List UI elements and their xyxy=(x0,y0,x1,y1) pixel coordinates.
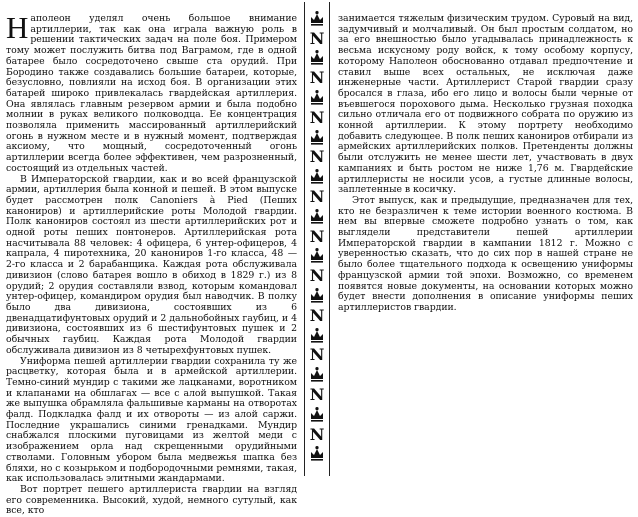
svg-text:N: N xyxy=(309,107,325,126)
crown-icon xyxy=(308,128,326,146)
paragraph: Вот портрет пешего артиллериста гвардии на взгляд его современника. Высокий, худой, немного сутулый, как все, кто xyxy=(6,483,297,517)
right-text-column xyxy=(338,14,633,314)
crown-icon xyxy=(308,207,326,225)
crown-icon xyxy=(304,325,330,345)
n-monogram-icon xyxy=(308,187,326,205)
crown-icon xyxy=(304,246,330,266)
n-monogram-icon xyxy=(304,265,330,285)
n-monogram-icon xyxy=(308,345,326,363)
n-monogram-icon xyxy=(308,108,326,126)
crown-icon xyxy=(304,48,330,68)
paragraph xyxy=(6,10,297,175)
svg-text:N: N xyxy=(309,226,325,245)
crown-icon xyxy=(308,405,326,423)
crown-icon xyxy=(304,127,330,147)
drop-cap: Н xyxy=(6,10,29,45)
crown-icon xyxy=(304,87,330,107)
n-monogram-icon xyxy=(308,68,326,86)
ornament-stack xyxy=(304,8,330,463)
crown-icon xyxy=(308,444,326,462)
n-monogram-icon xyxy=(304,226,330,246)
n-monogram-icon xyxy=(308,425,326,443)
crown-icon xyxy=(304,206,330,226)
crown-icon xyxy=(304,404,330,424)
paragraph: Униформа пешей артиллерии гвардии сохранила ту же расцветку, которая была и в армейской артиллерии. Темно-синий мундир с такими же лацканами, воротником и клапанами на обшлагах — все с алой выпушкой. Такая же выпушка обрамляла фальшивые карманы на отворотах фалд. Подкладка фалд и их отвороты — из алой саржи. Последние украшались синими гренадками. Мундир снабжался плоскими пуговицами из желтой меди с изображением орла над скрещенными орудийными стволами. Головным убором была медвежья шапка без бляхи, но с козырьком и подбородочными ремнями, такая, как использовалась элитными жандармами. xyxy=(6,355,297,485)
crown-icon xyxy=(308,326,326,344)
svg-text:N: N xyxy=(309,28,325,47)
svg-text:N: N xyxy=(309,345,325,364)
svg-text:N: N xyxy=(309,385,325,404)
svg-text:N: N xyxy=(309,147,325,166)
crown-icon xyxy=(308,9,326,27)
paragraph-text: аполеон уделял очень большое внимание артиллерии, так как она играла важную роль в решении тактических задач на поле боя. Примером тому может послужить битва под Ваграмом, где в одной батарее было сосредоточено свыше ста орудий. При Бородино также создавались большие батареи, которые, безусловно, повлияли на исход боя. В организации этих батарей широко привлекалась гвардейская артиллерия. Она являлась главным резервом армии и была подобно молнии в руках великого полководца. Ее концентрация позволяла применить массированный артиллерийский огонь в нужном месте и в нужный момент, подтверждая аксиому, что мощный, сосредоточенный огонь артиллерии всегда более эффективен, чем разрозненный, состоящий из отдельных частей. xyxy=(6,13,297,174)
n-monogram-icon xyxy=(308,29,326,47)
left-text-column xyxy=(6,10,297,517)
svg-text:N: N xyxy=(309,424,325,443)
n-monogram-icon xyxy=(304,305,330,325)
crown-icon xyxy=(304,8,330,28)
crown-icon xyxy=(304,364,330,384)
svg-text:N: N xyxy=(309,305,325,324)
svg-text:N: N xyxy=(309,68,325,87)
n-monogram-icon xyxy=(308,385,326,403)
n-monogram-icon xyxy=(308,266,326,284)
n-monogram-icon xyxy=(304,28,330,48)
crown-icon xyxy=(308,167,326,185)
svg-text:N: N xyxy=(309,187,325,206)
crown-icon xyxy=(308,246,326,264)
svg-text:N: N xyxy=(309,266,325,285)
paragraph: занимается тяжелым физическим трудом. Суровый на вид, задумчивый и молчаливый. Он был простым солдатом, но за его внешностью было угадывалась принадлежность к весьма искусному роду войск, к тому особому корпусу, которому Наполеон обоснованно отдавал предпочтение и ставил выше всех остальных, не исключая даже инженерные части. Артиллерист Старой гвардии сразу бросался в глаза, ибо его лицо и волосы были черные от въевшегося порохового дыма. Несколько грузная походка сильно отличала его от подвижного собрата по оружию из конной артиллерии. К этому портрету необходимо добавить следующее. В полк пеших канониров отбирали из армейских артиллерийских полков. Претенденты должны были отслужить не менее шести лет, участвовать в двух кампаниях и быть ростом не ниже 1,76 м. Гвардейские артиллеристы не носили усов, а густые длинные волосы, заплетенные в косичку. xyxy=(338,13,633,196)
crown-icon xyxy=(308,286,326,304)
crown-icon xyxy=(304,444,330,464)
paragraph: Этот выпуск, как и предыдущие, предназначен для тех, кто не безразличен к теме истории военного костюма. В нем вы впервые сможете подробно узнать о том, как выглядели представители пешей артиллерии Императорской гвардии в кампании 1812 г. Можно с уверенностью сказать, что до сих пор в нашей стране не было более тщательного подхода к освещению униформы французской армии той эпохи. Возможно, со временем появятся новые документы, на основании которых можно будет внести дополнения в описание униформы пеших артиллеристов гвардии. xyxy=(338,194,633,313)
n-monogram-icon xyxy=(308,147,326,165)
crown-icon xyxy=(304,285,330,305)
paragraph: В Императорской гвардии, как и во всей французской армии, артиллерия была конной и пешей. В этом выпуске будет рассмотрен полк Canoniers à Pied (Пеших канониров) и артиллерийские роты Молодой гвардии. Полк канониров состоял из шести артиллерийских рот и одной роты пеших понтонеров. Артиллерийская рота насчитывала 88 человек: 4 офицера, 6 унтер-офицеров, 4 капрала, 4 пиротехника, 20 канониров 1-го класса, 48 — 2-го класса и 2 барабанщика. Каждая рота обслуживала дивизион (слово батарея вошло в обиход в 1829 г.) из 8 орудий; 2 орудия составляли взвод, которым командовал унтер-офицер, командиром орудия был наводчик. В полку было два дивизиона, состоявших из 6 двенадцатифунтовых орудий и 2 дальнобойных гаубиц, и 4 дивизиона, состоявших из 6 шестифунтовых пушек и 2 обычных гаубиц. Каждая рота Молодой гвардии обслуживала дивизион из 8 четырехфунтовых пушек. xyxy=(6,173,297,356)
crown-icon xyxy=(308,48,326,66)
n-monogram-icon xyxy=(304,186,330,206)
n-monogram-icon xyxy=(304,345,330,365)
crown-icon xyxy=(308,365,326,383)
n-monogram-icon xyxy=(308,227,326,245)
crown-icon xyxy=(308,88,326,106)
n-monogram-icon xyxy=(304,107,330,127)
n-monogram-icon xyxy=(308,306,326,324)
n-monogram-icon xyxy=(304,67,330,87)
n-monogram-icon xyxy=(304,147,330,167)
ornamental-divider xyxy=(304,2,330,476)
n-monogram-icon xyxy=(304,384,330,404)
n-monogram-icon xyxy=(304,424,330,444)
crown-icon xyxy=(304,166,330,186)
